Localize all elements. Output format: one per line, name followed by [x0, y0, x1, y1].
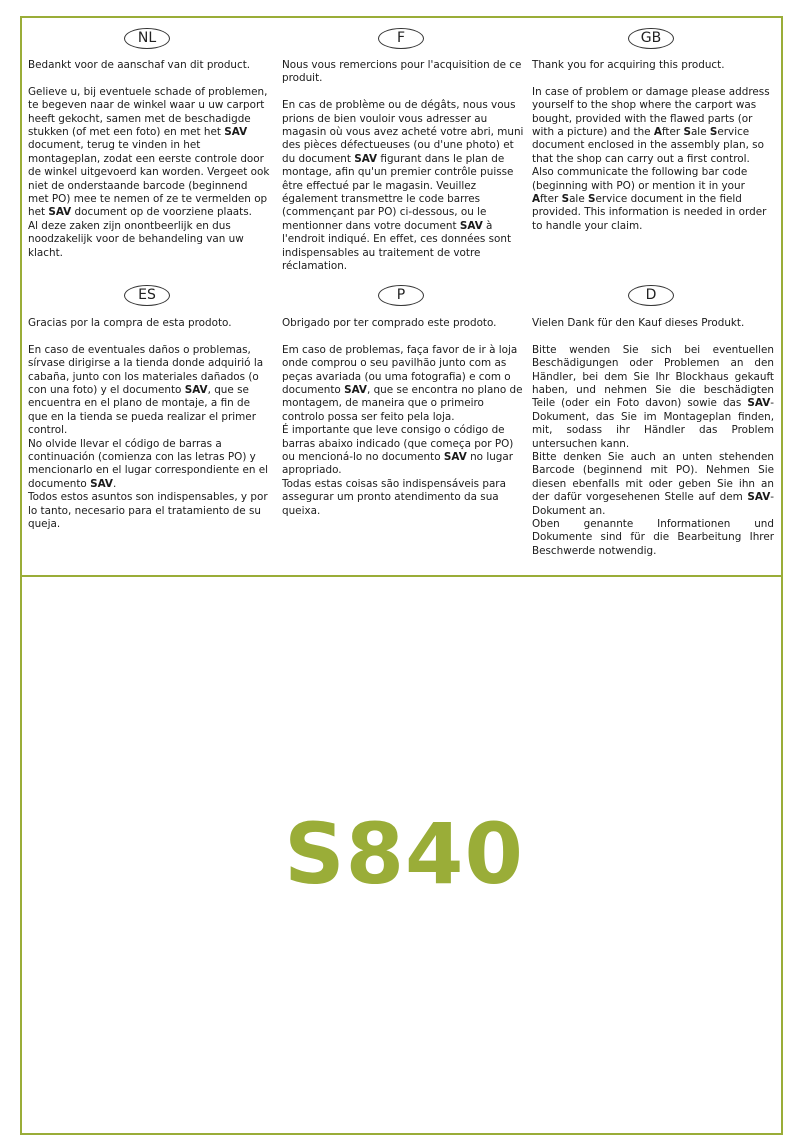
body-gb: In case of problem or damage please address yourself to the shop where the carport was bought, provided with the flawed parts (or with a picture) and the After Sale Service document enclosed in the assembly plan, so that the shop can carry out a first control. Also communicate the following bar code (beginning with PO) or mention it in your After Sale Service document in the field provided. This information is needed in order to handle your claim.: [532, 85, 770, 232]
intro-d: Vielen Dank für den Kauf dieses Produkt.: [532, 317, 745, 329]
body-p: Em caso de problemas, faça favor de ir à loja onde comprou o seu pavilhão junto com as peças avariada (ou uma fotografia) e com o documento SAV, que se encontra no plano de montagem, de maneira que o primeiro controlo possa ser feito pela loja. É importante que leve consigo o código de barras abaixo indicado (que começa por PO) ou mencioná-lo no documento SAV no lugar apropriado. Todas estas coisas são indispensáveis para assegurar um pronto atendimento da sua queixa.: [282, 343, 523, 517]
language-badge-nl: NL: [124, 28, 170, 49]
model-number: S840: [284, 805, 524, 903]
language-badge-es: ES: [124, 285, 170, 306]
intro-gb: Thank you for acquiring this product.: [532, 59, 725, 71]
language-badge-f: F: [378, 28, 424, 49]
body-es: En caso de eventuales daños o problemas, sírvase dirigirse a la tienda donde adquirió la cabaña, junto con los materiales dañados (o con una foto) y el documento SAV, que se encuentra en el plano de montaje, a fin de que en la tienda se pueda realizar el primer control. No olvide llevar el código de barras a continuación (comienza con las letras PO) y mencionarlo en el lugar correspondiente en el documento SAV. Todos estos asuntos son indispensables, y por lo tanto, necesario para el tratamiento de su queja.: [28, 343, 269, 531]
body-nl: Gelieve u, bij eventuele schade of problemen, te begeven naar de winkel waar u uw carport heeft gekocht, samen met de beschadigde stukken (of met een foto) en met het SAV document, terug te vinden in het montageplan, zodat een eerste controle door de winkel uitgevoerd kan worden. Vergeet ook niet de onderstaande barcode (beginnend met PO) mee te nemen of ze te vermelden op het SAV document op de voorziene plaats. Al deze zaken zijn onontbeerlijk en dus noodzakelijk voor de behandeling van uw klacht.: [28, 85, 270, 259]
text-block-f: [282, 59, 524, 273]
language-badge-gb: GB: [628, 28, 674, 49]
language-badge-d: D: [628, 285, 674, 306]
intro-p: Obrigado por ter comprado este prodoto.: [282, 317, 497, 329]
text-block-d: [532, 317, 774, 558]
body-d: Bitte wenden Sie sich bei eventuellen Beschädigungen oder Problemen an den Händler, bei dem Sie Ihr Blockhaus gekauft haben, und nehmen Sie die beschädigten Teile (oder ein Foto davon) sowie das SAV-Dokument, das Sie im Montageplan finden, mit, sodass ihr Händler das Problem untersuchen kann. Bitte denken Sie auch an unten stehenden Barcode (beginnend mit PO). Nehmen Sie diesen ebenfalls mit oder geben Sie ihn an der dafür vorgesehenen Stelle auf dem SAV-Dokument an. Oben genannte Informationen und Dokumente sind für die Bearbeitung Ihrer Beschwerde notwendig.: [532, 343, 774, 557]
intro-f: Nous vous remercions pour l'acquisition de ce produit.: [282, 59, 522, 85]
body-f: En cas de problème ou de dégâts, nous vous prions de bien vouloir vous adresser au magasin où vous avez acheté votre abri, muni des pièces défectueuses (ou d'une photo) et du document SAV figurant dans le plan de montage, afin qu'un premier contrôle puisse être effectué par le magasin. Veuillez également transmettre le code barres (commençant par PO) ci-dessous, ou le mentionner dans votre document SAV à l'endroit indiqué. En effet, ces données sont indispensables au traitement de votre réclamation.: [282, 99, 524, 273]
text-block-p: [282, 317, 524, 518]
language-badge-p: P: [378, 285, 424, 306]
intro-nl: Bedankt voor de aanschaf van dit product.: [28, 59, 251, 71]
section-divider: [20, 575, 783, 577]
text-block-gb: [532, 59, 774, 233]
intro-es: Gracias por la compra de esta prodoto.: [28, 317, 232, 329]
text-block-es: [28, 317, 270, 531]
text-block-nl: [28, 59, 270, 260]
